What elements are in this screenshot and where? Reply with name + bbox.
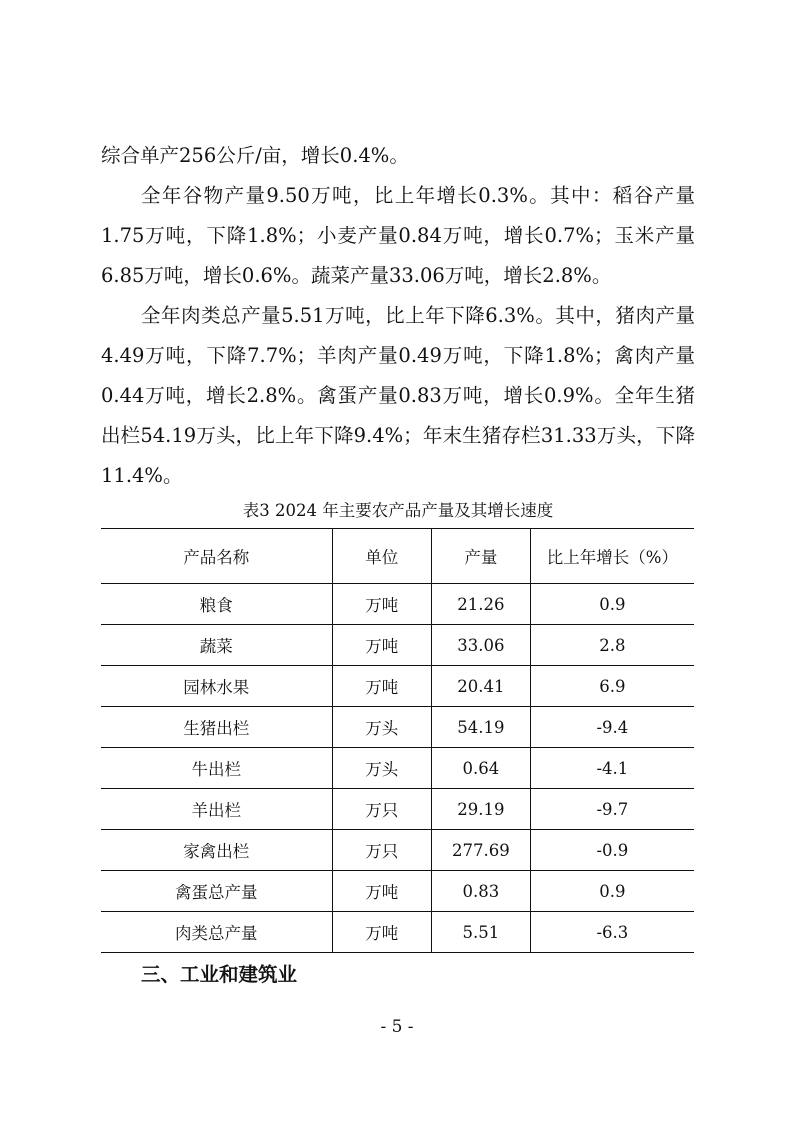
page-number: - 5 - [380, 1017, 414, 1037]
table-row [101, 748, 694, 789]
cell-product-name: 肉类总产量 [101, 912, 332, 953]
paragraph-meat-output: 全年肉类总产量5.51万吨，比上年下降6.3%。其中，猪肉产量4.49万吨，下降7.7%；羊肉产量0.49万吨，下降1.8%；禽肉产量0.44万吨，增长2.8%。禽蛋产量0.83万吨，增长0.9%。全年生猪出栏54.19万头，比上年下降9.4%；年末生猪存栏31.33万头，下降11.4%。 [101, 304, 695, 487]
cell-product-name: 粮食 [101, 584, 332, 625]
cell-output: 20.41 [432, 666, 531, 707]
cell-product-name: 牛出栏 [101, 748, 332, 789]
cell-unit: 万吨 [332, 625, 431, 666]
cell-growth: 6.9 [530, 666, 694, 707]
cell-unit: 万吨 [332, 666, 431, 707]
table-header-row [101, 529, 694, 584]
agricultural-products-table [101, 528, 694, 953]
cell-growth: 2.8 [530, 625, 694, 666]
cell-growth: -0.9 [530, 830, 694, 871]
cell-unit: 万头 [332, 707, 431, 748]
cell-unit: 万只 [332, 789, 431, 830]
cell-product-name: 蔬菜 [101, 625, 332, 666]
header-output: 产量 [432, 529, 531, 584]
cell-unit: 万吨 [332, 871, 431, 912]
cell-unit: 万吨 [332, 912, 431, 953]
header-product-name: 产品名称 [101, 529, 332, 584]
cell-growth: 0.9 [530, 584, 694, 625]
cell-output: 0.83 [432, 871, 531, 912]
cell-product-name: 生猪出栏 [101, 707, 332, 748]
paragraph-grain-output: 全年谷物产量9.50万吨，比上年增长0.3%。其中：稻谷产量1.75万吨，下降1.8%；小麦产量0.84万吨，增长0.7%；玉米产量6.85万吨，增长0.6%。蔬菜产量33.06万吨，增长2.8%。 [101, 184, 695, 287]
cell-growth: -9.4 [530, 707, 694, 748]
cell-growth: -6.3 [530, 912, 694, 953]
cell-output: 0.64 [432, 748, 531, 789]
cell-product-name: 家禽出栏 [101, 830, 332, 871]
cell-output: 33.06 [432, 625, 531, 666]
cell-output: 5.51 [432, 912, 531, 953]
cell-output: 21.26 [432, 584, 531, 625]
header-growth: 比上年增长（%） [530, 529, 694, 584]
table-row [101, 707, 694, 748]
cell-growth: 0.9 [530, 871, 694, 912]
table-row [101, 666, 694, 707]
cell-growth: -9.7 [530, 789, 694, 830]
cell-output: 29.19 [432, 789, 531, 830]
table-row [101, 830, 694, 871]
section-heading: 三、工业和建筑业 [141, 963, 298, 986]
table-row [101, 871, 694, 912]
paragraph-yield: 综合单产256公斤/亩，增长0.4%。 [101, 144, 409, 167]
table-row [101, 625, 694, 666]
cell-growth: -4.1 [530, 748, 694, 789]
cell-product-name: 羊出栏 [101, 789, 332, 830]
cell-output: 54.19 [432, 707, 531, 748]
cell-product-name: 园林水果 [101, 666, 332, 707]
cell-product-name: 禽蛋总产量 [101, 871, 332, 912]
cell-unit: 万头 [332, 748, 431, 789]
cell-unit: 万吨 [332, 584, 431, 625]
table-row [101, 584, 694, 625]
header-unit: 单位 [332, 529, 431, 584]
table-row [101, 789, 694, 830]
cell-output: 277.69 [432, 830, 531, 871]
table-caption: 表3 2024 年主要农产品产量及其增长速度 [242, 501, 554, 520]
cell-unit: 万只 [332, 830, 431, 871]
table-row [101, 912, 694, 953]
